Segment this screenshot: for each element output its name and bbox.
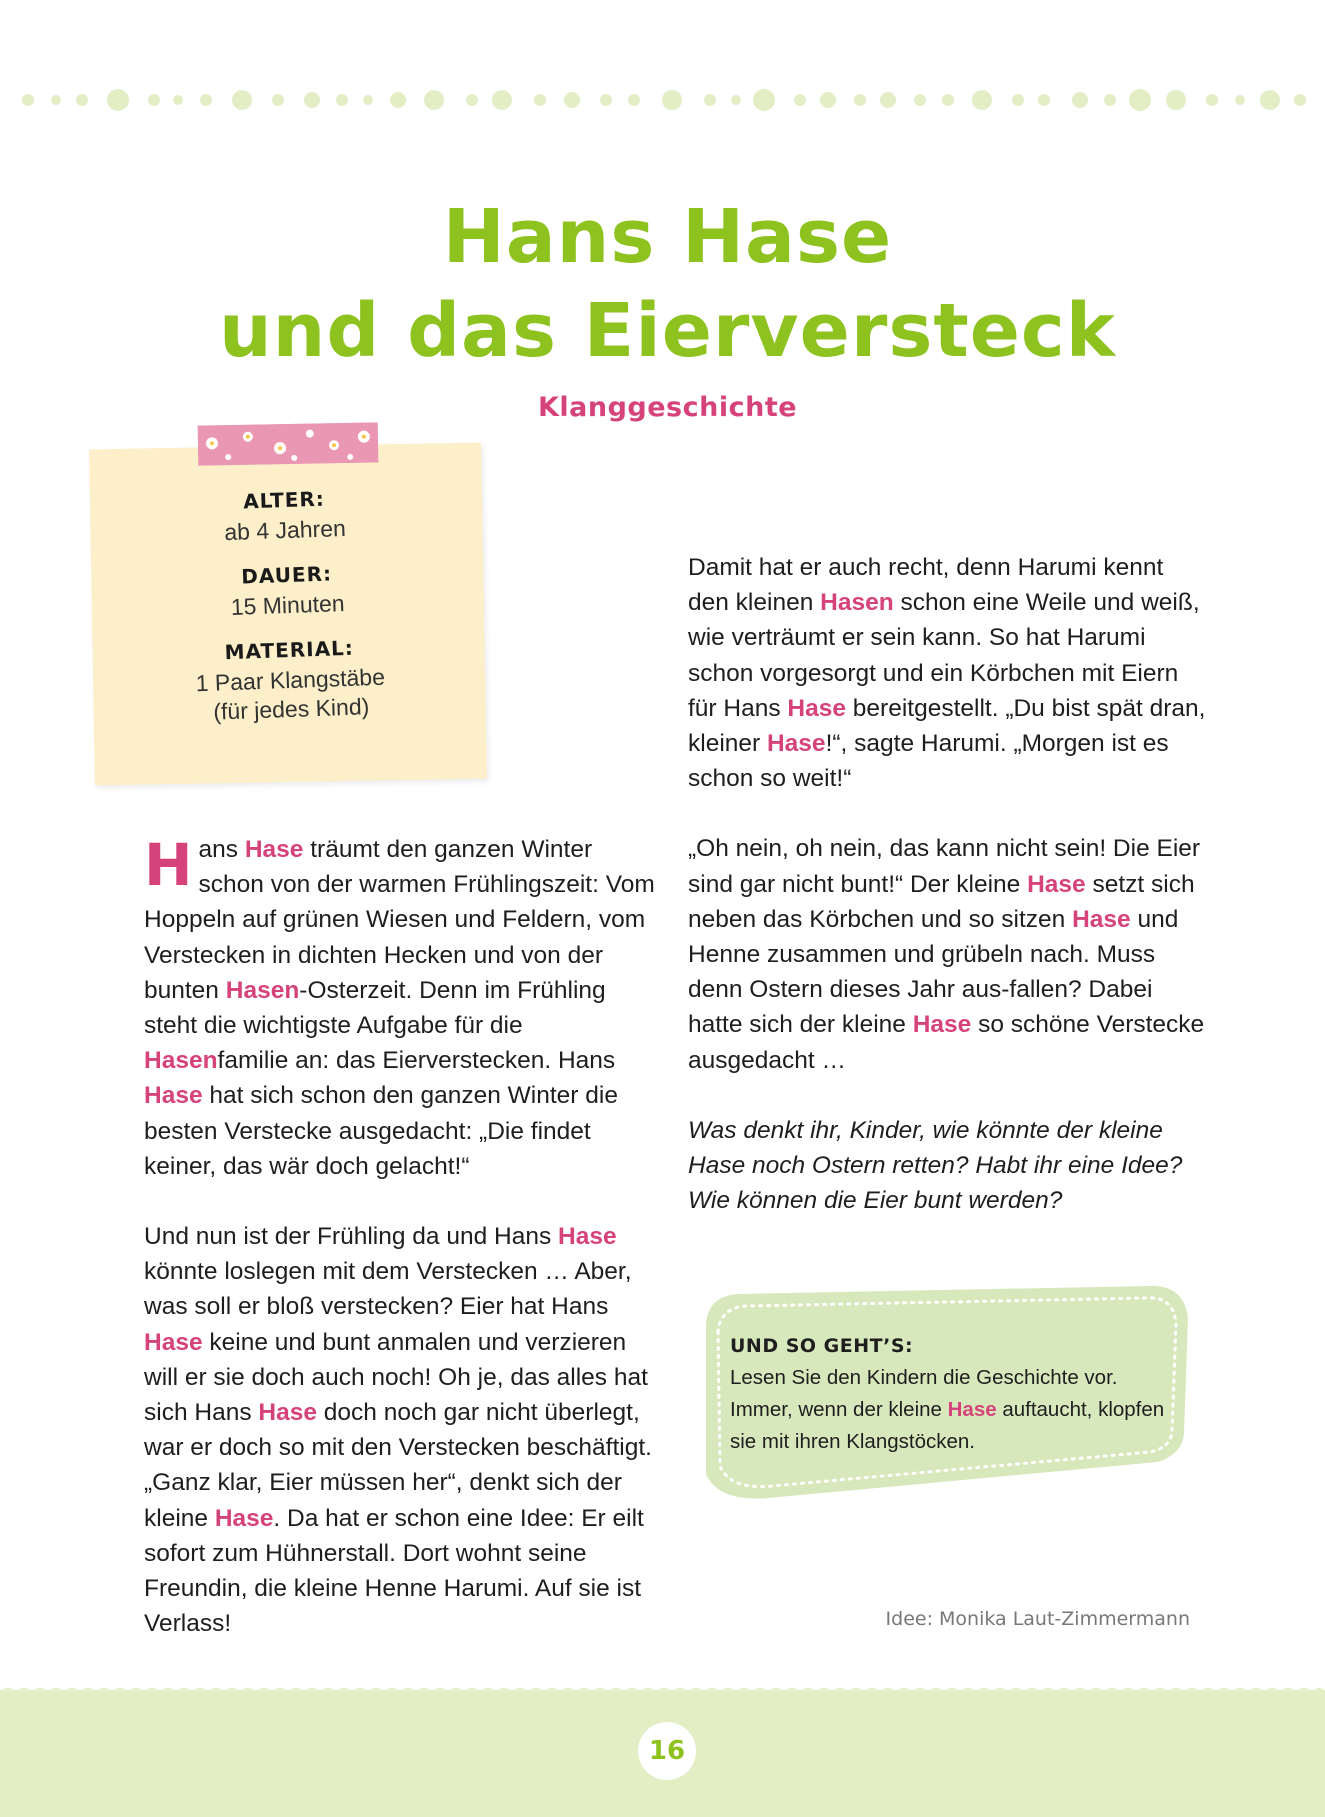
highlight-word: Hase [144,1328,203,1356]
text-run: familie an: das Eierverstecken. Hans [217,1047,616,1075]
material-value-line-1: 1 Paar Klangstäbe [195,663,386,697]
decorative-dot-border [20,88,1310,112]
page-number: 16 [638,1722,696,1780]
howto-content [730,1330,1170,1458]
title-line-2: und das Eierversteck [218,288,1116,374]
text-run: Und nun ist der Frühling da und Hans [144,1223,559,1251]
highlight-word: Hase [912,1011,972,1039]
text-run: -Osterzeit. Denn im Frühling steht die wichtigste Aufgabe für die [144,976,606,1040]
howto-title: UND SO GEHT’S: [730,1335,914,1357]
age-value: ab 4 Jahren [223,514,347,546]
text-run: so schöne Verstecke ausgedacht … [688,1011,1205,1074]
age-label: ALTER: [242,486,326,514]
text-run: bereitgestellt. „Du bist spät dran, kleiner [688,694,1206,758]
story-paragraph-3 [688,550,1208,796]
highlight-word: Hasen [144,1047,218,1075]
highlight-word: Hase [766,730,826,758]
material-label: MATERIAL: [224,635,355,665]
story-column-right [688,550,1208,1253]
highlight-word: Hasen [225,976,300,1004]
text-run: !“, sagte Harumi. „Morgen ist es schon so weit!“ [688,730,1169,793]
highlight-word: Hase [144,1082,203,1110]
story-question: Was denkt ihr, Kinder, wie könnte der kleine Hase noch Ostern retten? Habt ihr eine Idee? Wie können die Eier bunt werden? [688,1116,1183,1215]
duration-label: DAUER: [240,561,333,589]
story-paragraph-2 [144,1219,664,1641]
highlight-word: Hase [558,1223,617,1251]
howto-body [730,1362,1170,1458]
text-run: setzt sich neben das Körbchen und so sitzen [688,870,1195,933]
text-run: schon eine Weile und weiß, wie verträumt er sein kann. So hat Harumi schon vorgesorgt und ein Körbchen mit Eiern für Hans [688,589,1200,722]
text-run: „Oh nein, oh nein, das kann nicht sein! Die Eier sind gar nicht bunt!“ Der kleine [688,835,1201,898]
story-paragraph-4 [688,831,1208,1077]
page-subtitle: Klanggeschichte [537,392,798,423]
highlight-word: Hase [258,1399,317,1427]
text-run: hat sich schon den ganzen Winter die besten Verstecke ausgedacht: „Die findet keiner, das wär doch gelacht!“ [144,1082,618,1180]
highlight-word: Hase [1027,870,1086,898]
story-column-left [144,832,664,1676]
highlight-word: Hasen [820,589,894,617]
text-run: doch noch gar nicht überlegt, war er doch so mit den Verstecken beschäftigt. „Ganz klar, Eier müssen her“, denkt sich der kleine [144,1399,652,1532]
highlight-word: Hase [947,1398,997,1421]
material-value [94,659,488,731]
highlight-word: Hase [1072,905,1131,933]
highlight-word: Hase [214,1504,274,1532]
material-value-line-2: (für jedes Kind) [212,693,370,725]
highlight-word: Hase [787,694,846,722]
text-run: auftaucht, klopfen sie mit ihren Klangstöcken. [730,1398,1165,1453]
info-card-content [88,481,489,749]
info-card [89,443,487,786]
story-paragraph-1 [144,832,664,1184]
duration-value: 15 Minuten [230,590,345,620]
title-line-1: Hans Hase [442,194,893,280]
text-run: träumt den ganzen Winter schon von der warmen Frühlingszeit: Vom Hoppeln auf grünen Wiesen und Feldern, vom Verstecken in dichten Hecken und von der bunten [144,836,655,1004]
page-title [0,190,1325,378]
drop-cap: H [144,831,193,899]
text-run: ans [198,836,245,863]
text-run: . Da hat er schon eine Idee: Er eilt sofort zum Hühnerstall. Dort wohnt seine Freundin, die kleine Henne Harumi. Auf sie ist Verlass! [144,1504,644,1638]
text-run: Damit hat er auch recht, denn Harumi kennt den kleinen [688,554,1164,617]
washi-tape-flower-icon [198,422,379,465]
text-run: und Henne zusammen und grübeln nach. Muss denn Ostern dieses Jahr aus-fallen? Dabei hatte sich der kleine [688,905,1179,1039]
highlight-word: Hase [244,836,304,863]
text-run: Lesen Sie den Kindern die Geschichte vor. Immer, wenn der kleine [730,1366,1118,1421]
author-credit: Idee: Monika Laut-Zimmermann [885,1608,1190,1630]
text-run: keine und bunt anmalen und verzieren will er sie doch auch noch! Oh je, das alles hat sich Hans [144,1328,648,1427]
text-run: könnte loslegen mit dem Verstecken … Aber, was soll er bloß verstecken? Eier hat Hans [144,1258,632,1321]
